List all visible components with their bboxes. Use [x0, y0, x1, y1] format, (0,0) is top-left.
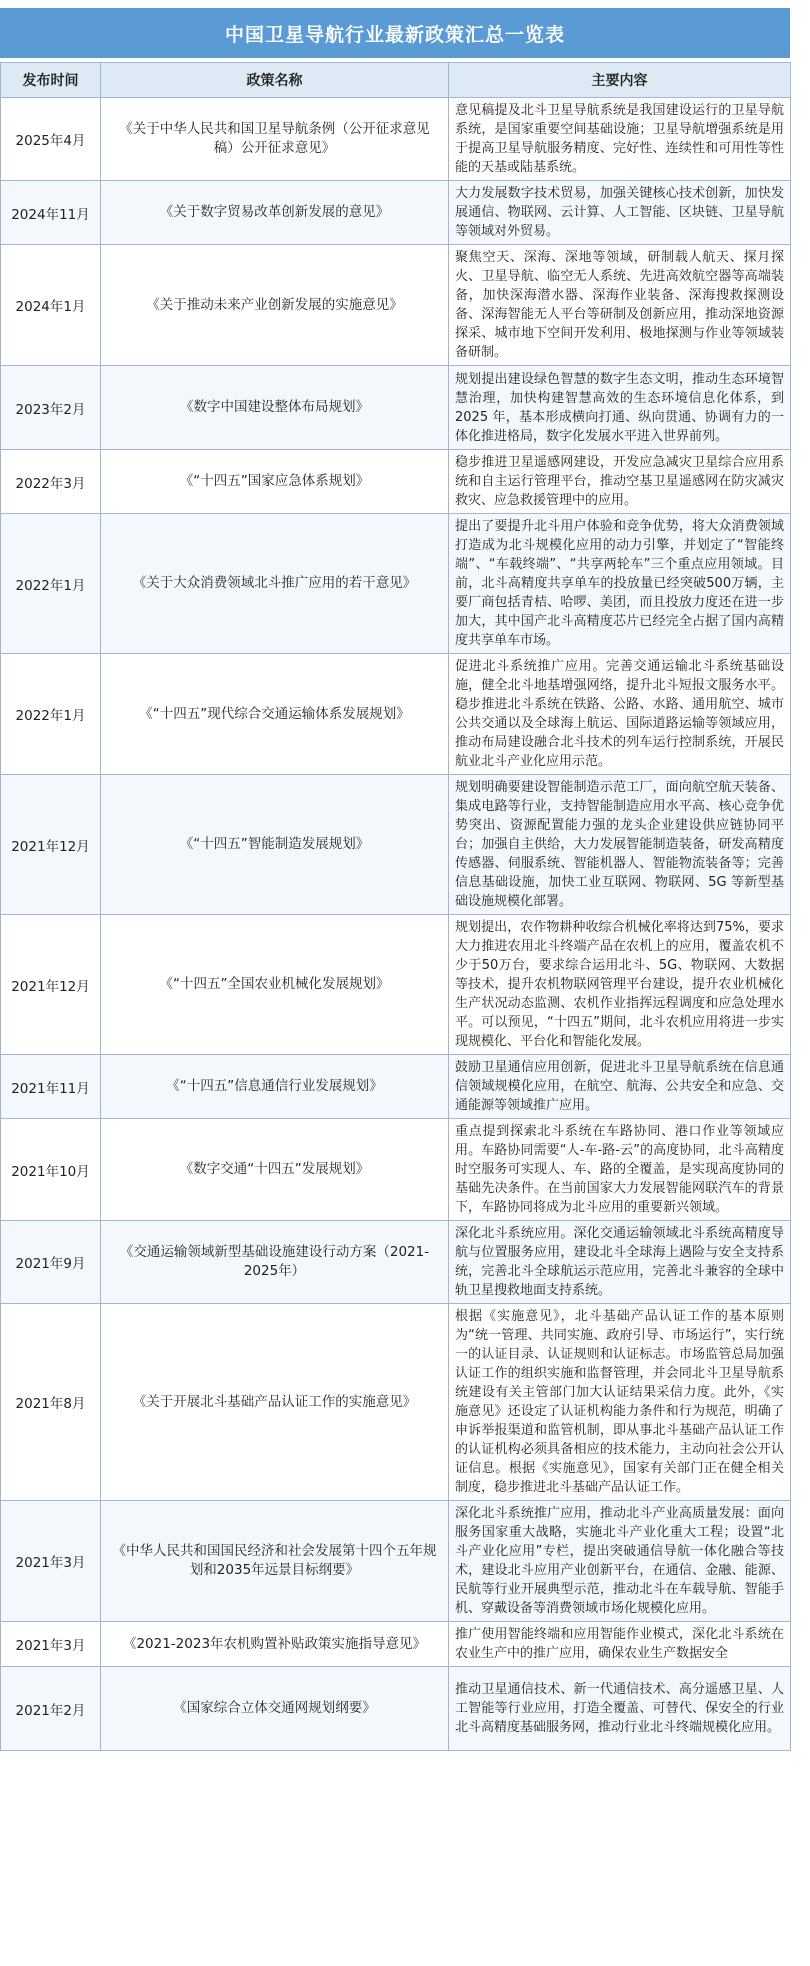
- row-date: 2021年12月: [1, 775, 101, 915]
- row-policy-name: 《关于开展北斗基础产品认证工作的实施意见》: [101, 1304, 449, 1501]
- row-policy-name: 《国家综合立体交通网规划纲要》: [101, 1667, 449, 1751]
- row-policy-name: 《数字中国建设整体布局规划》: [101, 366, 449, 450]
- row-policy-name: 《“十四五”现代综合交通运输体系发展规划》: [101, 654, 449, 775]
- row-content: 推广使用智能终端和应用智能作业模式，深化北斗系统在农业生产中的推广应用，确保农业生产数据安全: [449, 1622, 791, 1667]
- row-content: 重点提到探索北斗系统在车路协同、港口作业等领域应用。车路协同需要“人-车-路-云”的高度协同，北斗高精度时空服务可实现人、车、路的全覆盖，是实现高度协同的基础先决条件。在当前国家大力发展智能网联汽车的背景下，车路协同将成为北斗应用的重要新兴领域。: [449, 1119, 791, 1221]
- row-content: 推动卫星通信技术、新一代通信技术、高分遥感卫星、人工智能等行业应用，打造全覆盖、可替代、保安全的行业北斗高精度基础服务网，推动行业北斗终端规模化应用。: [449, 1667, 791, 1751]
- row-date: 2021年3月: [1, 1622, 101, 1667]
- row-date: 2021年12月: [1, 915, 101, 1055]
- row-date: 2021年10月: [1, 1119, 101, 1221]
- row-policy-name: 《“十四五”信息通信行业发展规划》: [101, 1055, 449, 1119]
- row-policy-name: 《关于数字贸易改革创新发展的意见》: [101, 181, 449, 245]
- row-policy-name: 《“十四五”国家应急体系规划》: [101, 450, 449, 514]
- row-content: 深化北斗系统推广应用，推动北斗产业高质量发展：面向服务国家重大战略，实施北斗产业化重大工程；设置“北斗产业化应用”专栏，提出突破通信导航一体化融合等技术，建设北斗应用产业创新平台，在通信、金融、能源、民航等行业开展典型示范，推动北斗在车载导航、智能手机、穿戴设备等消费领域市场化规模化应用。: [449, 1501, 791, 1622]
- row-policy-name: 《“十四五”智能制造发展规划》: [101, 775, 449, 915]
- table-row: [1, 1622, 791, 1667]
- row-policy-name: 《2021-2023年农机购置补贴政策实施指导意见》: [101, 1622, 449, 1667]
- table-row: [1, 654, 791, 775]
- row-date: 2021年3月: [1, 1501, 101, 1622]
- row-policy-name: 《“十四五”全国农业机械化发展规划》: [101, 915, 449, 1055]
- header-content: 主要内容: [449, 63, 791, 98]
- table-row: [1, 98, 791, 181]
- table-row: [1, 181, 791, 245]
- row-policy-name: 《关于大众消费领域北斗推广应用的若干意见》: [101, 514, 449, 654]
- table-row: [1, 1055, 791, 1119]
- row-date: 2022年1月: [1, 514, 101, 654]
- row-date: 2023年2月: [1, 366, 101, 450]
- table-row: [1, 245, 791, 366]
- row-content: 稳步推进卫星遥感网建设，开发应急减灾卫星综合应用系统和自主运行管理平台，推动空基卫星遥感网在防灾减灾救灾、应急救援管理中的应用。: [449, 450, 791, 514]
- table-row: [1, 366, 791, 450]
- row-content: 提出了要提升北斗用户体验和竞争优势，将大众消费领域打造成为北斗规模化应用的动力引擎，并划定了“智能终端”、“车载终端”、“共享两轮车”三个重点应用领域。目前，北斗高精度共享单车的投放量已经突破500万辆，主要厂商包括青桔、哈啰、美团，而且投放力度还在进一步加大，其中国产北斗高精度芯片已经完全占据了国内高精度共享单车市场。: [449, 514, 791, 654]
- row-date: 2021年2月: [1, 1667, 101, 1751]
- row-policy-name: 《交通运输领域新型基础设施建设行动方案（2021-2025年）: [101, 1221, 449, 1304]
- table-row: [1, 1221, 791, 1304]
- table-title: 中国卫星导航行业最新政策汇总一览表: [0, 8, 790, 58]
- row-date: 2024年1月: [1, 245, 101, 366]
- row-date: 2021年9月: [1, 1221, 101, 1304]
- row-content: 促进北斗系统推广应用。完善交通运输北斗系统基础设施，健全北斗地基增强网络，提升北斗短报文服务水平。稳步推进北斗系统在铁路、公路、水路、通用航空、城市公共交通以及全球海上航运、国际道路运输等领域应用，推动布局建设融合北斗技术的列车运行控制系统，开展民航业北斗产业化应用示范。: [449, 654, 791, 775]
- row-date: 2022年1月: [1, 654, 101, 775]
- header-name: 政策名称: [101, 63, 449, 98]
- table-row: [1, 450, 791, 514]
- row-content: 根据《实施意见》，北斗基础产品认证工作的基本原则为“统一管理、共同实施、政府引导、市场运行”，实行统一的认证目录、认证规则和认证标志。市场监管总局加强认证工作的组织实施和监督管理，并会同北斗卫星导航系统建设有关主管部门加大认证结果采信力度。此外，《实施意见》还设定了认证机构能力条件和行为规范，明确了申诉举报渠道和监管机制，即从事北斗基础产品认证工作的认证机构必须具备相应的技术能力，主动向社会公开认证信息。根据《实施意见》，国家有关部门正在健全相关制度，稳步推进北斗基础产品认证工作。: [449, 1304, 791, 1501]
- row-policy-name: 《关于推动未来产业创新发展的实施意见》: [101, 245, 449, 366]
- row-policy-name: 《数字交通“十四五”发展规划》: [101, 1119, 449, 1221]
- row-content: 大力发展数字技术贸易，加强关键核心技术创新，加快发展通信、物联网、云计算、人工智能、区块链、卫星导航等领域对外贸易。: [449, 181, 791, 245]
- table-row: [1, 1667, 791, 1751]
- row-policy-name: 《关于中华人民共和国卫星导航条例（公开征求意见稿）公开征求意见》: [101, 98, 449, 181]
- row-date: 2021年8月: [1, 1304, 101, 1501]
- table-row: [1, 775, 791, 915]
- row-content: 聚焦空天、深海、深地等领域，研制载人航天、探月探火、卫星导航、临空无人系统、先进高效航空器等高端装备，加快深海潜水器、深海作业装备、深海搜救探测设备、深海智能无人平台等研制及创新应用，推动深地资源探采、城市地下空间开发利用、极地探测与作业等领域装备研制。: [449, 245, 791, 366]
- row-content: 深化北斗系统应用。深化交通运输领域北斗系统高精度导航与位置服务应用，建设北斗全球海上遇险与安全支持系统，完善北斗全球航运示范应用，完善北斗兼容的全球中轨卫星搜救地面支持系统。: [449, 1221, 791, 1304]
- table-row: [1, 1304, 791, 1501]
- row-content: 规划提出，农作物耕种收综合机械化率将达到75%，要求大力推进农用北斗终端产品在农机上的应用，覆盖农机不少于50万台，要求综合运用北斗、5G、物联网、大数据等技术，提升农机物联网管理平台建设，提升农业机械化生产状况动态监测、农机作业指挥远程调度和应急处理水平。可以预见，“十四五”期间，北斗农机应用将进一步实现规模化、平台化和智能化发展。: [449, 915, 791, 1055]
- row-content: 鼓励卫星通信应用创新，促进北斗卫星导航系统在信息通信领域规模化应用，在航空、航海、公共安全和应急、交通能源等领域推广应用。: [449, 1055, 791, 1119]
- row-date: 2021年11月: [1, 1055, 101, 1119]
- header-row: [1, 63, 791, 98]
- row-date: 2022年3月: [1, 450, 101, 514]
- table-row: [1, 915, 791, 1055]
- row-content: 规划提出建设绿色智慧的数字生态文明，推动生态环境智慧治理，加快构建智慧高效的生态环境信息化体系，到 2025 年，基本形成横向打通、纵向贯通、协调有力的一体化推进格局，数字化发展水平进入世界前列。: [449, 366, 791, 450]
- table-row: [1, 1119, 791, 1221]
- row-content: 规划明确要建设智能制造示范工厂，面向航空航天装备、集成电路等行业，支持智能制造应用水平高、核心竞争优势突出、资源配置能力强的龙头企业建设供应链协同平台；加强自主供给，大力发展智能制造装备，研发高精度传感器、伺服系统、智能机器人、智能物流装备等；完善信息基础设施，加快工业互联网、物联网、5G 等新型基础设施规模化部署。: [449, 775, 791, 915]
- header-date: 发布时间: [1, 63, 101, 98]
- row-policy-name: 《中华人民共和国国民经济和社会发展第十四个五年规划和2035年远景目标纲要》: [101, 1501, 449, 1622]
- row-date: 2024年11月: [1, 181, 101, 245]
- table-row: [1, 1501, 791, 1622]
- table-row: [1, 514, 791, 654]
- row-date: 2025年4月: [1, 98, 101, 181]
- policy-table: [0, 62, 791, 1751]
- row-content: 意见稿提及北斗卫星导航系统是我国建设运行的卫星导航系统，是国家重要空间基础设施；卫星导航增强系统是用于提高卫星导航服务精度、完好性、连续性和可用性等性能的天基或陆基系统。: [449, 98, 791, 181]
